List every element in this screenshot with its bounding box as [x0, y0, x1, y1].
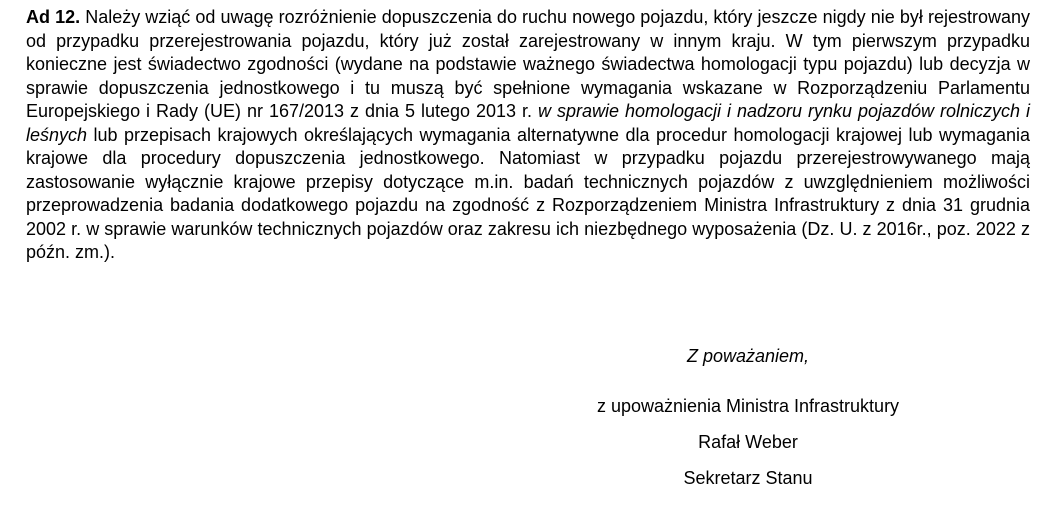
signatory-name: Rafał Weber — [698, 432, 798, 452]
signatory-title: Sekretarz Stanu — [683, 468, 813, 488]
paragraph-label: Ad 12. — [26, 7, 81, 27]
signature-authority: z upoważnienia Ministra Infrastruktury — [596, 396, 900, 416]
body-paragraph — [26, 6, 1030, 265]
paragraph-text-part-2: lub przepisach krajowych określających wymagania alternatywne dla procedur homologacji krajowej lub wymagania krajowe dla procedury dopuszczenia jednostkowego. Natomiast w przypadku pojazdu przerejestrowywanego mają zastosowanie wyłącznie krajowe przepisy dotyczące m.in. badań technicznych pojazdów z uwzględnieniem możliwości przeprowadzenia badania dodatkowego pojazdu na zgodność z Rozporządzeniem Ministra Infrastruktury z dnia 31 grudnia 2002 r. w sprawie warunków technicznych pojazdów oraz zakresu ich niezbędnego wyposażenia (Dz. U. z 2016r., poz. 2022 z późn. zm.). — [26, 124, 1030, 262]
paragraph-text-part-1: Należy wziąć od uwagę rozróżnienie dopuszczenia do ruchu nowego pojazdu, który jeszcze nigdy nie był rejestrowany od przypadku przerejestrowania pojazdu, który już został zarejestrowany w innym kraju. W tym pierwszym przypadku konieczne jest świadectwo zgodności (wydane na podstawie ważnego świadectwa homologacji typu pojazdu) lub decyzja w sprawie dopuszczenia jednostkowego i tu muszą być spełnione wymagania wskazane w Rozporządzeniu Parlamentu Europejskiego i Rady (UE) nr 167/2013 z dnia 5 lutego 2013 r. — [26, 7, 1030, 121]
closing-salutation: Z poważaniem, — [686, 346, 810, 366]
regulation-title-italic: w sprawie homologacji i nadzoru rynku pojazdów rolniczych i leśnych — [26, 101, 1030, 145]
